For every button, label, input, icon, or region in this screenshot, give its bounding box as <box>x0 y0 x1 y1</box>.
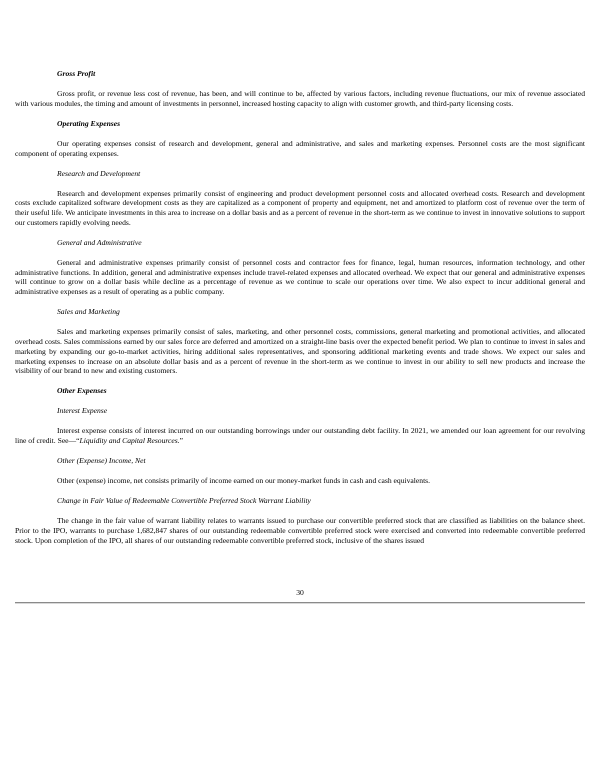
liquidity-and-capital-resources-reference: Liquidity and Capital Resources. <box>79 436 180 446</box>
heading-operating-expenses: Operating Expenses <box>57 118 121 128</box>
heading-change-in-fair-value-warrant-liability: Change in Fair Value of Redeemable Convertible Preferred Stock Warrant Liability <box>57 496 311 506</box>
page-number: 30 <box>296 588 304 597</box>
paragraph-operating-expenses: Our operating expenses consist of research and development, general and administrative, and sales and marketing expenses. Personnel costs are the most significant component of operating expenses. <box>15 138 585 158</box>
paragraph-other-expense-income-net: Other (expense) income, net consists primarily of income earned on our money-market funds in cash and cash equivalents. <box>57 476 431 486</box>
heading-sales-and-marketing: Sales and Marketing <box>57 307 120 317</box>
heading-other-expense-income-net: Other (Expense) Income, Net <box>57 456 146 466</box>
heading-interest-expense: Interest Expense <box>57 406 108 416</box>
heading-research-and-development: Research and Development <box>57 168 141 178</box>
paragraph-interest-expense <box>15 426 585 446</box>
heading-other-expenses: Other Expenses <box>57 386 107 396</box>
paragraph-general-and-administrative: General and administrative expenses primarily consist of personnel costs and contractor fees for finance, legal, human resources, information technology, and other administrative functions. In addition, general and administrative expenses include travel-related expenses and allocated overhead. We expect that our general and administrative expenses will continue to grow on a dollar basis while decline as a percentage of revenue as we continue to scale our operations over time. We also expect to incur additional general and administrative expenses as a result of operating as a public company. <box>15 257 585 297</box>
heading-gross-profit: Gross Profit <box>57 69 96 78</box>
paragraph-research-and-development: Research and development expenses primarily consist of engineering and product development personnel costs and allocated overhead costs. Research and development costs exclude capitalized software development costs as they are capitalized as a component of property and equipment, net and amortized to platform cost of revenue over the term of their useful life. We anticipate investments in this area to increase on a dollar basis and as a percent of revenue in the short-term as we continue to invest in innovative solutions to support our customers rapidly evolving needs. <box>15 188 585 227</box>
interest-expense-text-end: ” <box>179 436 184 446</box>
paragraph-gross-profit: Gross profit, or revenue less cost of revenue, has been, and will continue to be, affected by various factors, including revenue fluctuations, our mix of revenue associated with various modules, the timing and amount of investments in personnel, increased hosting capacity to align with customer growth, and third-party licensing costs. <box>15 88 585 108</box>
heading-general-and-administrative: General and Administrative <box>57 237 142 247</box>
interest-expense-text: Interest expense consists of interest incurred on our outstanding borrowings under our outstanding debt facility. In 2021, we amended our loan agreement for our revolving line of credit. See—“ <box>15 426 585 446</box>
paragraph-change-in-fair-value-warrant-liability: The change in the fair value of warrant liability relates to warrants issued to purchase our convertible preferred stock that are classified as liabilities on the balance sheet. Prior to the IPO, warrants to purchase 1,682,847 shares of our outstanding redeemable convertible preferred stock were exercised and converted into redeemable convertible preferred stock. Upon completion of the IPO, all shares of our outstanding redeemable convertible preferred stock, inclusive of the shares issued <box>15 516 585 545</box>
page-divider <box>15 602 585 603</box>
paragraph-sales-and-marketing: Sales and marketing expenses primarily consist of sales, marketing, and other personnel costs, commissions, general marketing and promotional activities, and allocated overhead costs. Sales commissions earned by our sales force are deferred and amortized on a straight-line basis over the expected benefit period. We plan to continue to invest in sales and marketing by expanding our go-to-market activities, hiring additional sales representatives, and sponsoring additional marketing events and trade shows. We expect our sales and marketing expenses to increase on an absolute dollar basis and as a percent of revenue in the short-term as we continue to invest in our ability to sell new products and increase the visibility of our brand to new and existing customers. <box>15 327 585 376</box>
